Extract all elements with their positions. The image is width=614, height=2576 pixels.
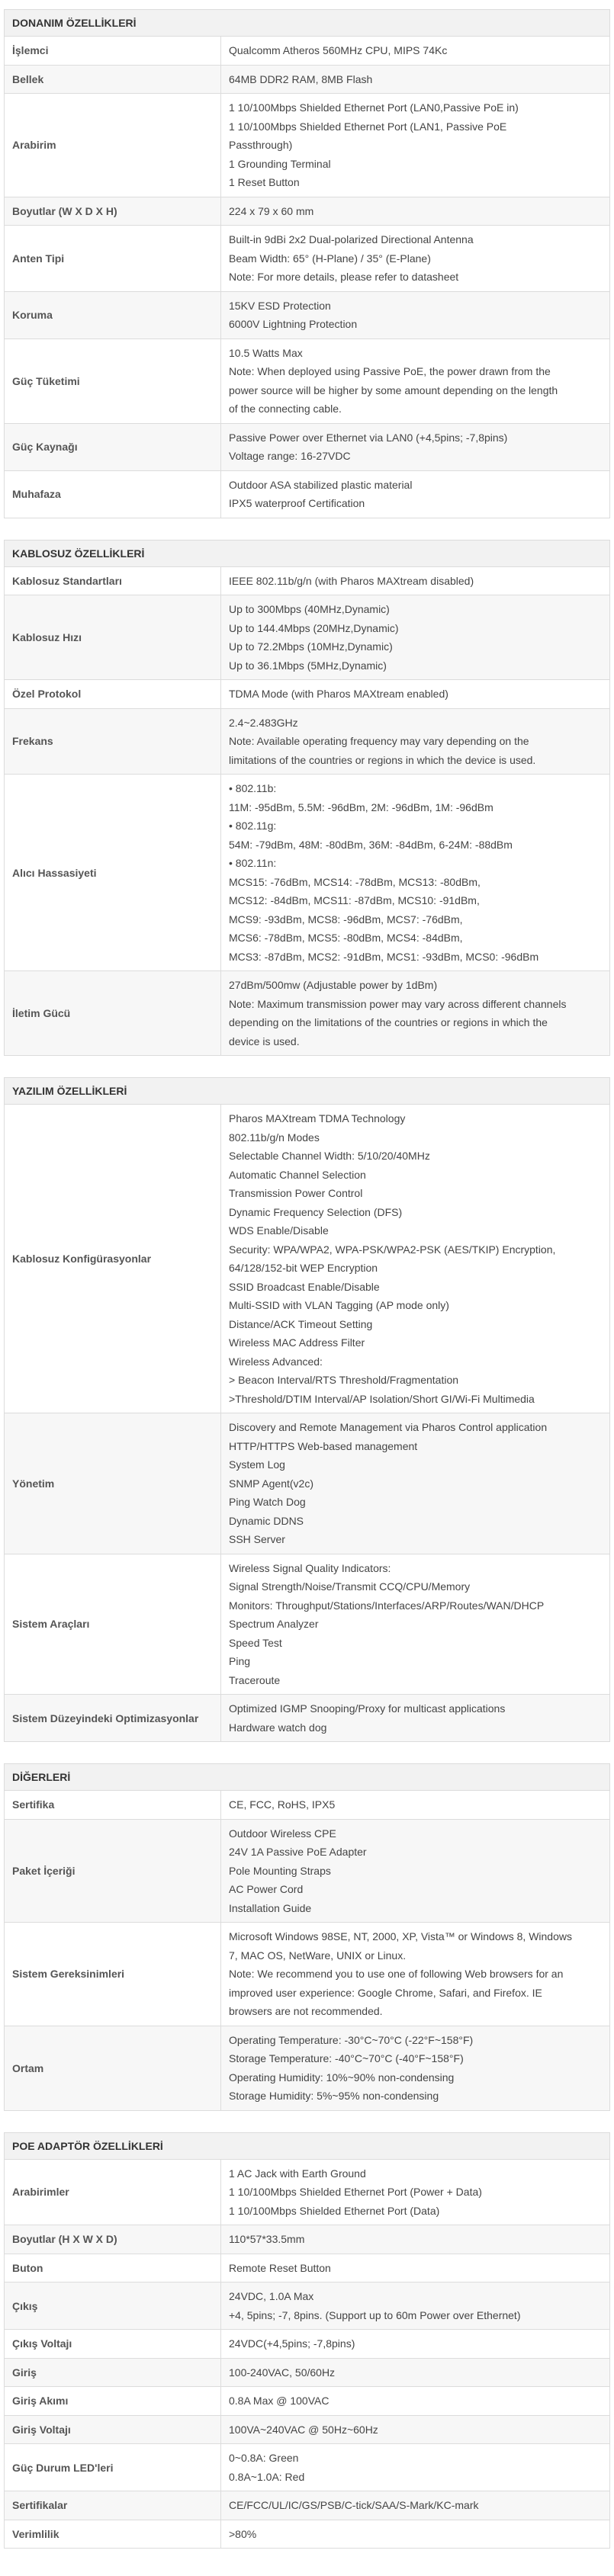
spec-label: Sistem Araçları (5, 1554, 221, 1695)
spec-value-line: Note: When deployed using Passive PoE, the power drawn from the (229, 365, 551, 377)
spec-label: Kablosuz Standartları (5, 567, 221, 595)
spec-value-line: 100VA~240VAC @ 50Hz~60Hz (229, 2423, 378, 2436)
spec-value-line: 24VDC, 1.0A Max (229, 2290, 314, 2302)
spec-value (221, 595, 609, 679)
spec-row (5, 423, 609, 470)
spec-value (221, 66, 609, 94)
spec-value-line: Distance/ACK Timeout Setting (229, 1317, 373, 1330)
spec-value-line: System Log (229, 1458, 285, 1471)
spec-value-line: 10.5 Watts Max (229, 346, 303, 359)
spec-value-line: 0~0.8A: Green (229, 2452, 299, 2464)
spec-value-line: browsers are not recommended. (229, 2005, 383, 2017)
spec-value-line: 1 Grounding Terminal (229, 157, 331, 170)
spec-value-line: WDS Enable/Disable (229, 1224, 329, 1237)
spec-value-line: MCS3: -87dBm, MCS2: -91dBm, MCS1: -93dBm, MCS0: -96dBm (229, 950, 539, 963)
spec-value-line: +4, 5pins; -7, 8pins. (Support up to 60m Power over Ethernet) (229, 2308, 521, 2321)
spec-label: Giriş (5, 2359, 221, 2387)
spec-value-line: CE, FCC, RoHS, IPX5 (229, 1798, 336, 1811)
spec-value-line: Storage Temperature: -40°C~70°C (-40°F~158°F) (229, 2052, 464, 2064)
spec-value-line: Wireless Advanced: (229, 1355, 323, 1368)
spec-value-line: Up to 144.4Mbps (20MHz,Dynamic) (229, 621, 399, 634)
spec-value (221, 1554, 609, 1695)
spec-section (4, 540, 610, 1057)
spec-value-line: Beam Width: 65° (H-Plane) / 35° (E-Plane) (229, 252, 431, 265)
spec-value-line: Storage Humidity: 5%~95% non-condensing (229, 2090, 439, 2102)
spec-value-line: Built-in 9dBi 2x2 Dual-polarized Directional Antenna (229, 233, 474, 245)
spec-value (221, 2387, 609, 2415)
spec-row (5, 291, 609, 338)
spec-section (4, 1763, 610, 2111)
spec-label: Güç Tüketimi (5, 339, 221, 423)
spec-row (5, 2491, 609, 2520)
spec-row (5, 65, 609, 94)
spec-label: Özel Protokol (5, 680, 221, 708)
spec-value (221, 37, 609, 65)
spec-section (4, 9, 610, 518)
spec-row (5, 2358, 609, 2387)
spec-value-line: AC Power Cord (229, 1883, 304, 1895)
spec-value-line: 6000V Lightning Protection (229, 318, 358, 330)
spec-label: Giriş Voltajı (5, 2416, 221, 2444)
spec-label: Çıkış (5, 2282, 221, 2329)
spec-value-line: Outdoor Wireless CPE (229, 1827, 336, 1840)
spec-value (221, 1413, 609, 1554)
spec-value (221, 197, 609, 226)
spec-sheet (4, 9, 610, 2549)
spec-value-line: 15KV ESD Protection (229, 299, 331, 312)
spec-label: Frekans (5, 709, 221, 775)
spec-label: Boyutlar (H X W X D) (5, 2225, 221, 2254)
spec-value-line: 1 10/100Mbps Shielded Ethernet Port (LAN1, Passive PoE (229, 120, 507, 133)
spec-value-line: Wireless MAC Address Filter (229, 1336, 365, 1349)
spec-value-line: MCS15: -76dBm, MCS14: -78dBm, MCS13: -80dBm, (229, 875, 481, 888)
spec-row (5, 1922, 609, 2026)
spec-label: Sertifikalar (5, 2491, 221, 2520)
spec-value-line: • 802.11g: (229, 820, 277, 832)
spec-value-line: 64/128/152-bit WEP Encryption (229, 1262, 378, 1274)
spec-value-line: 100-240VAC, 50/60Hz (229, 2366, 336, 2379)
spec-row (5, 1791, 609, 1819)
spec-label: Kablosuz Konfigürasyonlar (5, 1105, 221, 1413)
section-title: DİĞERLERİ (5, 1764, 609, 1791)
spec-value (221, 1105, 609, 1413)
spec-value-line: power source will be higher by some amount depending on the length (229, 383, 558, 396)
spec-value (221, 971, 609, 1055)
spec-value (221, 2330, 609, 2358)
spec-value-line: 11M: -95dBm, 5.5M: -96dBm, 2M: -96dBm, 1M: -96dBm (229, 800, 493, 813)
spec-row (5, 93, 609, 197)
spec-value-line: limitations of the countries or regions in which the device is used. (229, 753, 536, 766)
spec-value (221, 1695, 609, 1741)
section-title: DONANIM ÖZELLİKLERİ (5, 10, 609, 37)
spec-row (5, 470, 609, 518)
spec-row (5, 1413, 609, 1554)
spec-value-line: 1 10/100Mbps Shielded Ethernet Port (Data) (229, 2204, 440, 2217)
spec-section (4, 2132, 610, 2549)
spec-value-line: 0.8A~1.0A: Red (229, 2470, 305, 2483)
spec-value-line: 224 x 79 x 60 mm (229, 204, 314, 217)
spec-value-line: >Threshold/DTIM Interval/AP Isolation/Short GI/Wi-Fi Multimedia (229, 1392, 535, 1405)
spec-value (221, 1820, 609, 1923)
spec-section (4, 1077, 610, 1742)
spec-value-line: Qualcomm Atheros 560MHz CPU, MIPS 74Kc (229, 44, 448, 56)
spec-row (5, 2443, 609, 2491)
spec-value-line: IPX5 waterproof Certification (229, 497, 365, 509)
spec-label: Sertifika (5, 1791, 221, 1819)
spec-value-line: 1 10/100Mbps Shielded Ethernet Port (LAN0,Passive PoE in) (229, 101, 519, 114)
spec-value-line: Dynamic DDNS (229, 1514, 304, 1527)
spec-value-line: Selectable Channel Width: 5/10/20/40MHz (229, 1150, 430, 1162)
spec-value (221, 775, 609, 970)
spec-value-line: Signal Strength/Noise/Transmit CCQ/CPU/Memory (229, 1580, 471, 1593)
spec-value-line: Monitors: Throughput/Stations/Interfaces/ARP/Routes/WAN/DHCP (229, 1599, 545, 1612)
spec-row (5, 1694, 609, 1741)
spec-value-line: Discovery and Remote Management via Pharos Control application (229, 1421, 548, 1433)
spec-value (221, 567, 609, 595)
spec-label: Bellek (5, 66, 221, 94)
spec-value-line: HTTP/HTTPS Web-based management (229, 1439, 418, 1452)
section-title: YAZILIM ÖZELLİKLERİ (5, 1078, 609, 1105)
spec-value-line: Dynamic Frequency Selection (DFS) (229, 1205, 403, 1218)
spec-row (5, 2160, 609, 2225)
spec-value-line: • 802.11n: (229, 857, 277, 869)
spec-value-line: Note: Maximum transmission power may vary across different channels (229, 997, 567, 1010)
spec-value (221, 2160, 609, 2225)
spec-row (5, 679, 609, 708)
section-title: KABLOSUZ ÖZELLİKLERİ (5, 541, 609, 567)
spec-value (221, 2444, 609, 2491)
spec-value-line: Passthrough) (229, 139, 293, 151)
spec-value-line: Transmission Power Control (229, 1187, 363, 1199)
spec-value-line: Security: WPA/WPA2, WPA-PSK/WPA2-PSK (AES/TKIP) Encryption, (229, 1243, 556, 1256)
spec-value-line: of the connecting cable. (229, 403, 342, 415)
spec-row (5, 2026, 609, 2110)
spec-value (221, 226, 609, 291)
spec-value (221, 2416, 609, 2444)
spec-row (5, 2254, 609, 2282)
spec-value-line: Operating Humidity: 10%~90% non-condensing (229, 2071, 455, 2084)
spec-value-line: Pole Mounting Straps (229, 1864, 331, 1877)
spec-label: Muhafaza (5, 471, 221, 518)
spec-value (221, 471, 609, 518)
spec-row (5, 774, 609, 970)
spec-label: Buton (5, 2254, 221, 2282)
spec-value-line: 7, MAC OS, NetWare, UNIX or Linux. (229, 1949, 407, 1962)
spec-row (5, 338, 609, 423)
spec-value-line: > Beacon Interval/RTS Threshold/Fragmentation (229, 1374, 459, 1386)
spec-label: Verimlilik (5, 2520, 221, 2549)
spec-value-line: 24VDC(+4,5pins; -7,8pins) (229, 2337, 355, 2350)
spec-value (221, 1791, 609, 1819)
spec-label: İşlemci (5, 37, 221, 65)
spec-row (5, 37, 609, 65)
spec-label: Sistem Gereksinimleri (5, 1923, 221, 2026)
spec-value-line: Optimized IGMP Snooping/Proxy for multicast applications (229, 1702, 506, 1715)
spec-value-line: 802.11b/g/n Modes (229, 1131, 320, 1144)
spec-value (221, 339, 609, 423)
spec-value-line: 0.8A Max @ 100VAC (229, 2395, 330, 2407)
spec-label: Boyutlar (W X D X H) (5, 197, 221, 226)
spec-value-line: depending on the limitations of the countries or regions in which the (229, 1016, 548, 1028)
spec-value-line: Pharos MAXtream TDMA Technology (229, 1112, 406, 1124)
spec-value-line: Note: Available operating frequency may vary depending on the (229, 735, 529, 747)
spec-value-line: Microsoft Windows 98SE, NT, 2000, XP, Vista™ or Windows 8, Windows (229, 1930, 572, 1942)
spec-label: Kablosuz Hızı (5, 595, 221, 679)
spec-row (5, 2520, 609, 2549)
spec-value (221, 2254, 609, 2282)
spec-row (5, 708, 609, 775)
spec-value (221, 94, 609, 197)
spec-value (221, 2225, 609, 2254)
spec-value-line: SSH Server (229, 1533, 285, 1545)
spec-row (5, 1105, 609, 1413)
spec-value-line: 24V 1A Passive PoE Adapter (229, 1846, 367, 1858)
spec-value-line: Traceroute (229, 1673, 281, 1686)
spec-value (221, 2491, 609, 2520)
spec-value-line: Speed Test (229, 1636, 282, 1649)
spec-value-line: 54M: -79dBm, 48M: -80dBm, 36M: -84dBm, 6-24M: -88dBm (229, 838, 513, 851)
spec-value-line: Up to 300Mbps (40MHz,Dynamic) (229, 603, 390, 615)
spec-value-line: 1 AC Jack with Earth Ground (229, 2167, 366, 2180)
spec-row (5, 2415, 609, 2444)
spec-value-line: device is used. (229, 1035, 300, 1047)
spec-row (5, 225, 609, 291)
spec-row (5, 970, 609, 1055)
spec-value-line: Ping Watch Dog (229, 1496, 306, 1508)
spec-value (221, 2520, 609, 2549)
spec-value-line: CE/FCC/UL/IC/GS/PSB/C-tick/SAA/S-Mark/KC-mark (229, 2499, 479, 2511)
spec-value (221, 2359, 609, 2387)
spec-value-line: 64MB DDR2 RAM, 8MB Flash (229, 72, 373, 85)
spec-label: Güç Durum LED'leri (5, 2444, 221, 2491)
spec-value-line: Hardware watch dog (229, 1721, 327, 1734)
spec-value-line: SSID Broadcast Enable/Disable (229, 1280, 380, 1293)
spec-value-line: Multi-SSID with VLAN Tagging (AP mode only) (229, 1299, 449, 1311)
spec-value-line: Operating Temperature: -30°C~70°C (-22°F~158°F) (229, 2033, 474, 2046)
spec-value-line: MCS9: -93dBm, MCS8: -96dBm, MCS7: -76dBm, (229, 913, 463, 925)
spec-value-line: Outdoor ASA stabilized plastic material (229, 478, 413, 491)
spec-value-line: Spectrum Analyzer (229, 1618, 319, 1630)
spec-label: Yönetim (5, 1413, 221, 1554)
spec-label: Güç Kaynağı (5, 424, 221, 470)
spec-value-line: 2.4~2.483GHz (229, 716, 298, 729)
spec-value-line: improved user experience: Google Chrome, Safari, and Firefox. IE (229, 1986, 542, 1999)
spec-label: Arabirim (5, 94, 221, 197)
spec-value-line: • 802.11b: (229, 782, 277, 794)
spec-value-line: Note: For more details, please refer to datasheet (229, 271, 459, 283)
section-title: POE ADAPTÖR ÖZELLİKLERİ (5, 2133, 609, 2160)
spec-row (5, 2386, 609, 2415)
spec-row (5, 1819, 609, 1923)
spec-row (5, 2225, 609, 2254)
spec-row (5, 595, 609, 679)
spec-label: Arabirimler (5, 2160, 221, 2225)
spec-value-line: TDMA Mode (with Pharos MAXtream enabled) (229, 688, 448, 700)
spec-value-line: Up to 72.2Mbps (10MHz,Dynamic) (229, 640, 393, 653)
spec-value-line: 1 10/100Mbps Shielded Ethernet Port (Power + Data) (229, 2186, 482, 2198)
spec-value-line: Voltage range: 16-27VDC (229, 450, 351, 462)
spec-value (221, 2026, 609, 2110)
spec-label: Çıkış Voltajı (5, 2330, 221, 2358)
spec-value-line: Passive Power over Ethernet via LAN0 (+4,5pins; -7,8pins) (229, 431, 508, 444)
spec-value-line: 110*57*33.5mm (229, 2233, 305, 2245)
spec-label: Paket İçeriği (5, 1820, 221, 1923)
spec-value (221, 680, 609, 708)
spec-value-line: 27dBm/500mw (Adjustable power by 1dBm) (229, 979, 438, 991)
spec-value-line: Up to 36.1Mbps (5MHz,Dynamic) (229, 659, 387, 672)
spec-row (5, 197, 609, 226)
spec-value-line: >80% (229, 2527, 257, 2540)
spec-label: İletim Gücü (5, 971, 221, 1055)
spec-value-line: Wireless Signal Quality Indicators: (229, 1561, 391, 1574)
spec-value-line: MCS12: -84dBm, MCS11: -87dBm, MCS10: -91dBm, (229, 894, 480, 906)
spec-label: Koruma (5, 292, 221, 338)
spec-row (5, 2282, 609, 2329)
spec-value-line: Automatic Channel Selection (229, 1168, 366, 1181)
spec-value-line: IEEE 802.11b/g/n (with Pharos MAXtream disabled) (229, 574, 474, 587)
spec-label: Ortam (5, 2026, 221, 2110)
spec-value-line: SNMP Agent(v2c) (229, 1477, 314, 1490)
spec-label: Anten Tipi (5, 226, 221, 291)
spec-value-line: Remote Reset Button (229, 2261, 331, 2274)
spec-value (221, 1923, 609, 2026)
spec-value-line: MCS6: -78dBm, MCS5: -80dBm, MCS4: -84dBm, (229, 932, 463, 944)
spec-value-line: 1 Reset Button (229, 176, 300, 188)
spec-value (221, 292, 609, 338)
spec-row (5, 1554, 609, 1695)
spec-row (5, 2329, 609, 2358)
spec-value (221, 709, 609, 775)
spec-value-line: Note: We recommend you to use one of following Web browsers for an (229, 1968, 564, 1980)
spec-label: Sistem Düzeyindeki Optimizasyonlar (5, 1695, 221, 1741)
spec-row (5, 567, 609, 595)
spec-value (221, 424, 609, 470)
spec-value (221, 2282, 609, 2329)
spec-value-line: Installation Guide (229, 1901, 312, 1914)
spec-label: Alıcı Hassasiyeti (5, 775, 221, 970)
spec-label: Giriş Akımı (5, 2387, 221, 2415)
spec-value-line: Ping (229, 1655, 251, 1667)
